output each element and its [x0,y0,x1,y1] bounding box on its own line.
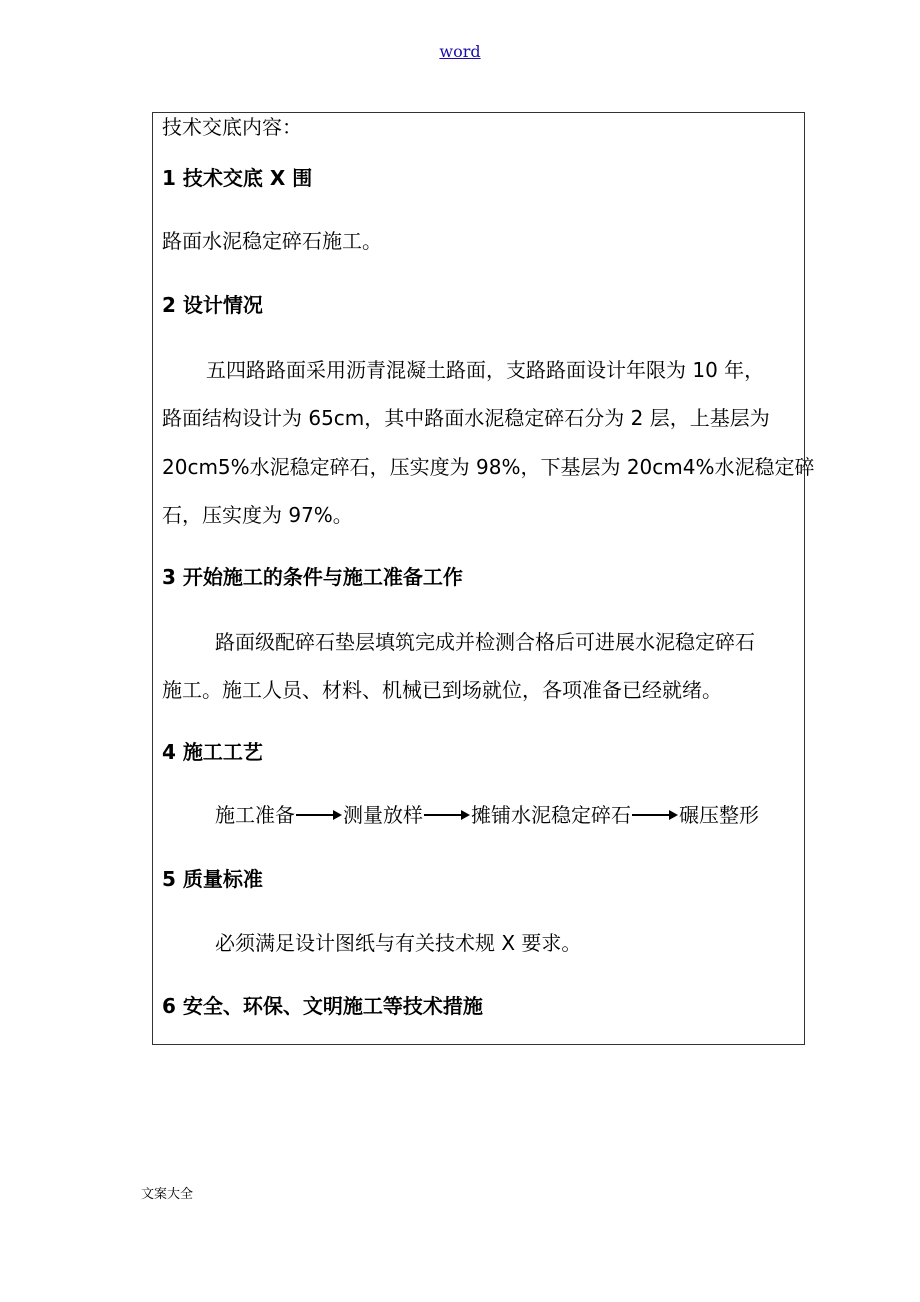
arrow-right-icon [632,809,678,821]
section-1-heading: 1 技术交底 X 围 [162,166,313,190]
flow-step: 施工准备 [215,803,295,827]
arrow-right-icon [424,809,470,821]
section-1-text: 路面水泥稳定碎石施工。 [162,229,382,253]
section-2-line-3: 20cm5%水泥稳定碎石，压实度为 98%，下基层为 20cm4%水泥稳定碎 [162,455,815,479]
header-word-link[interactable]: word [439,42,481,61]
section-4-heading: 4 施工工艺 [162,740,263,764]
section-6-heading: 6 安全、环保、文明施工等技术措施 [162,994,483,1018]
process-flow [215,803,759,827]
flow-step: 测量放样 [343,803,423,827]
arrow-right-icon [296,809,342,821]
section-5-text: 必须满足设计图纸与有关技术规 X 要求。 [215,931,582,955]
flow-step: 碾压整形 [679,803,759,827]
section-2-line-2: 路面结构设计为 65cm，其中路面水泥稳定碎石分为 2 层，上基层为 [162,406,770,430]
footer-label: 文案大全 [141,1187,194,1202]
section-3-line-2: 施工。施工人员、材料、机械已到场就位，各项准备已经就绪。 [162,678,722,702]
technical-disclosure-box [152,112,815,1045]
section-2-line-1: 五四路路面采用沥青混凝土路面，支路路面设计年限为 10 年， [206,358,765,382]
section-3-line-1: 路面级配碎石垫层填筑完成并检测合格后可进展水泥稳定碎石 [215,630,755,654]
section-2-line-4: 石，压实度为 97%。 [162,503,353,527]
section-3-heading: 3 开始施工的条件与施工准备工作 [162,565,463,589]
section-2-heading: 2 设计情况 [162,293,263,317]
flow-step: 摊铺水泥稳定碎石 [471,803,631,827]
intro-label: 技术交底内容： [162,115,302,139]
section-5-heading: 5 质量标准 [162,867,263,891]
